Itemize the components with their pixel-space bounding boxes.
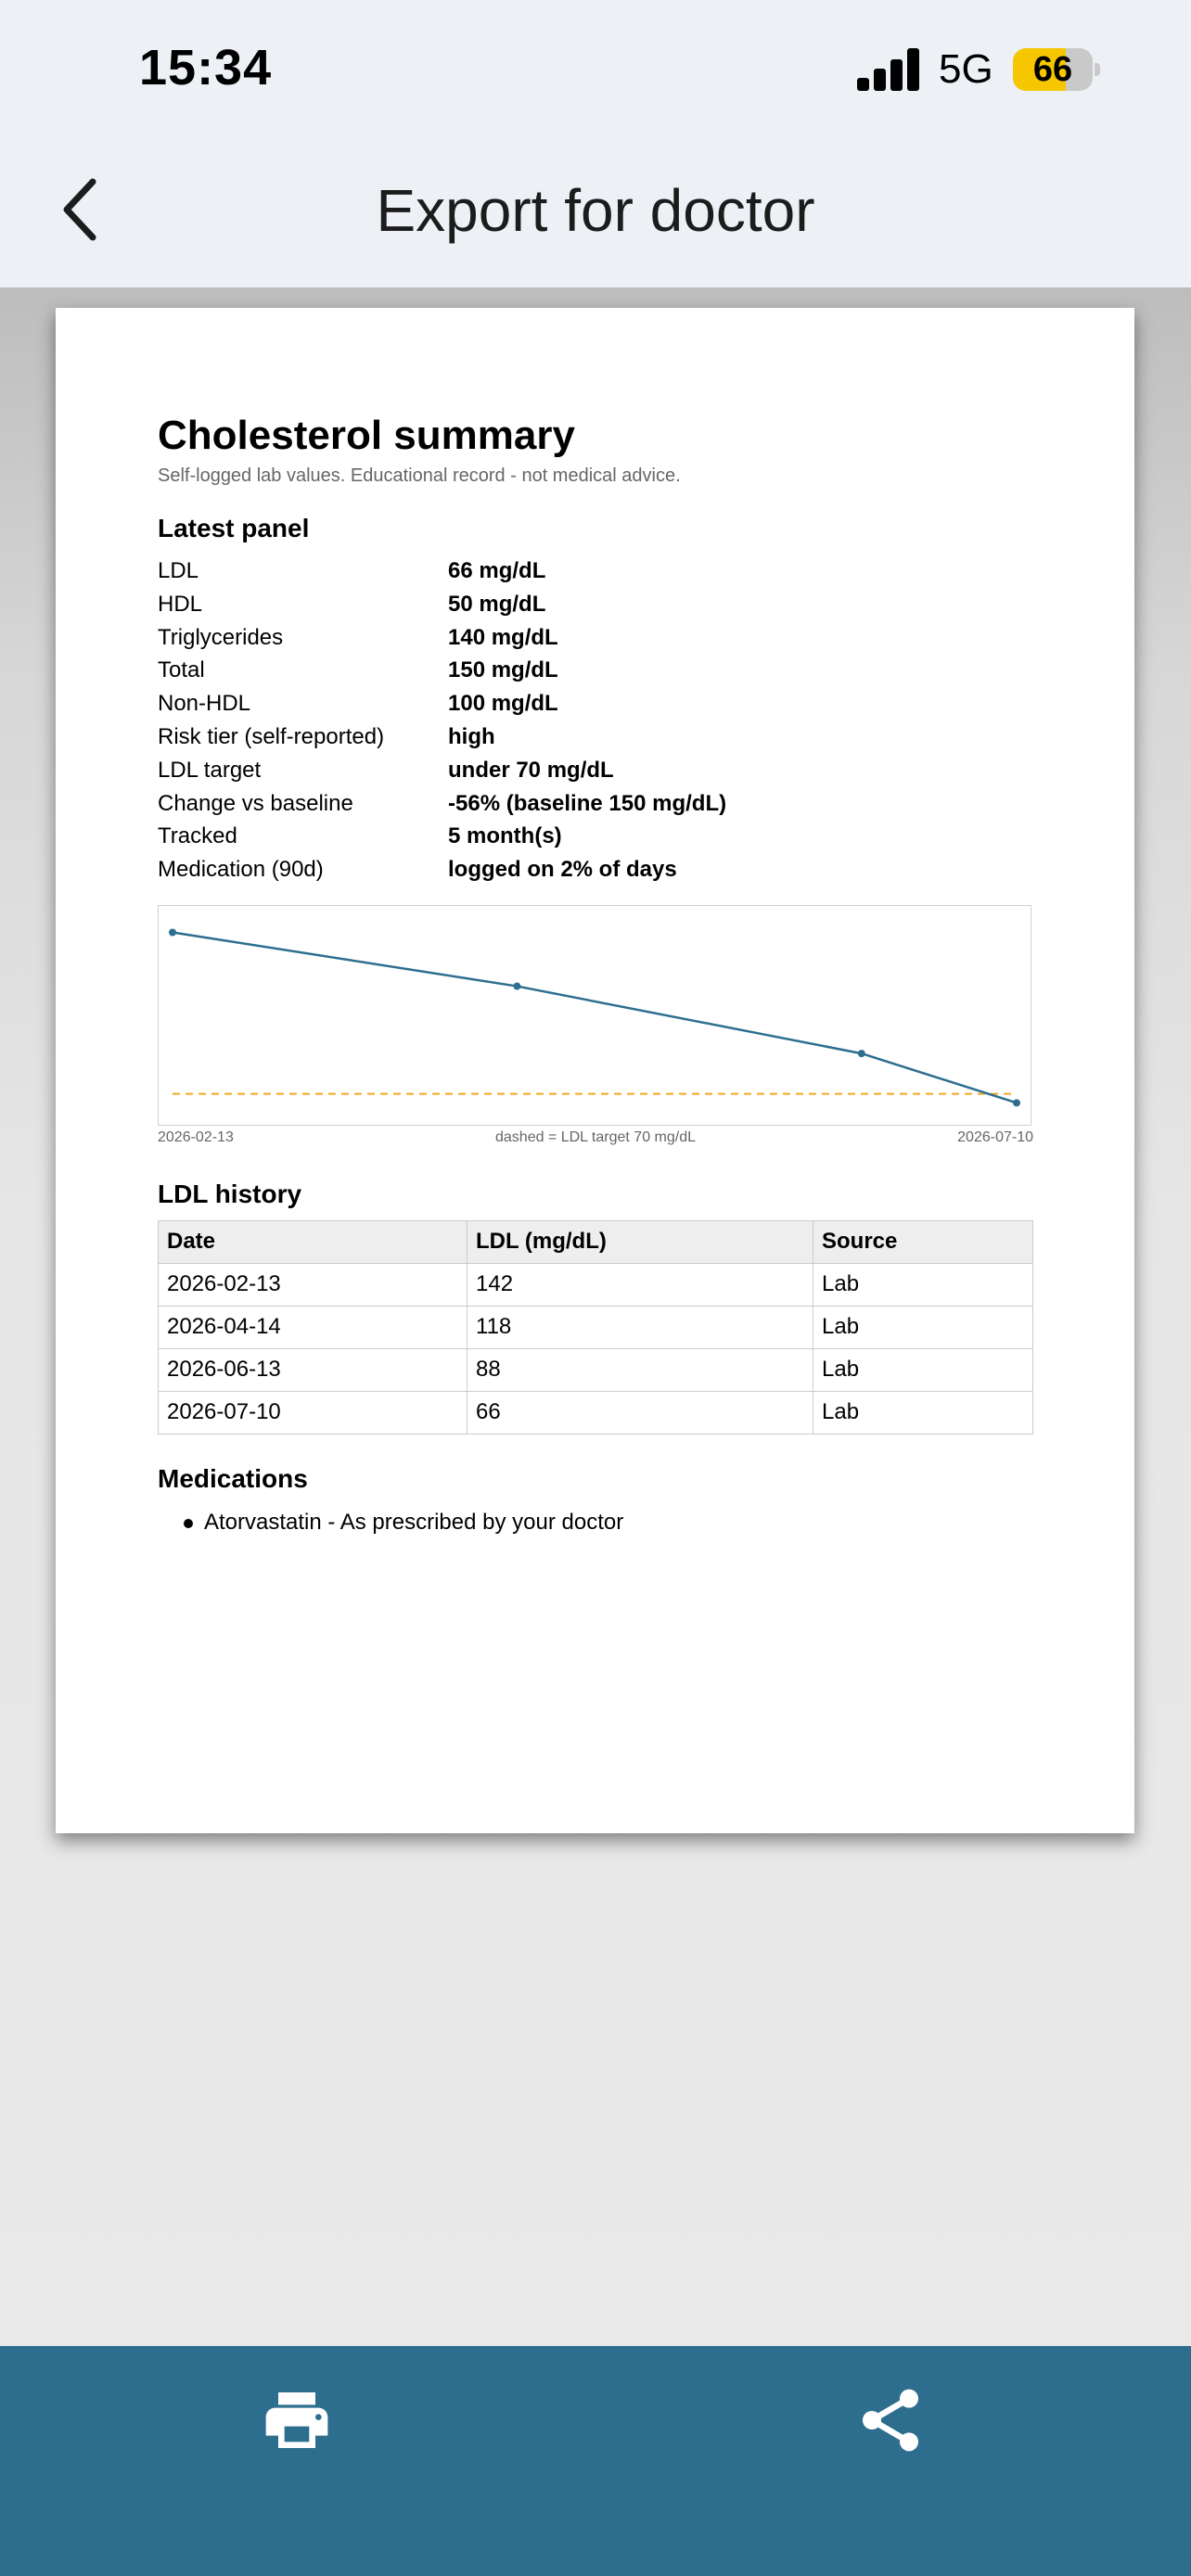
panel-label: Risk tier (self-reported) — [158, 723, 385, 749]
ldl-data-point — [513, 983, 520, 990]
panel-value: high — [448, 723, 495, 749]
cell-date: 2026-04-14 — [159, 1306, 467, 1348]
battery-icon — [1013, 48, 1093, 91]
document-title: Cholesterol summary — [158, 413, 575, 458]
panel-label: HDL — [158, 591, 203, 617]
panel-row — [158, 654, 1033, 687]
ldl-history-table — [158, 1220, 1033, 1435]
panel-value: 150 mg/dL — [448, 657, 558, 683]
panel-label: Medication (90d) — [158, 857, 324, 883]
panel-value: 140 mg/dL — [448, 624, 558, 650]
column-header-source: Source — [813, 1220, 1033, 1263]
battery-percent: 66 — [1032, 50, 1073, 89]
document-content — [158, 410, 1033, 1538]
signal-icon — [857, 48, 920, 91]
panel-value: -56% (baseline 150 mg/dL) — [448, 790, 727, 816]
panel-row — [158, 787, 1033, 821]
panel-value: 50 mg/dL — [448, 591, 546, 617]
document-page — [56, 308, 1134, 1833]
panel-label: Tracked — [158, 823, 237, 849]
preview-area[interactable] — [0, 287, 1191, 2346]
table-header-row — [159, 1220, 1033, 1263]
panel-label: Change vs baseline — [158, 790, 353, 816]
share-button[interactable] — [853, 2383, 928, 2457]
page-title: Export for doctor — [376, 177, 815, 244]
chart-target-note: dashed = LDL target 70 mg/dL — [495, 1129, 696, 1145]
panel-value: logged on 2% of days — [448, 857, 677, 883]
cell-date: 2026-06-13 — [159, 1348, 467, 1391]
cell-source: Lab — [813, 1263, 1033, 1306]
document-subtitle: Self-logged lab values. Educational record - not medical advice. — [158, 465, 681, 486]
panel-label: LDL — [158, 558, 199, 583]
table-row — [159, 1391, 1033, 1434]
status-bar — [0, 0, 1191, 139]
table-row — [159, 1263, 1033, 1306]
network-label: 5G — [939, 46, 993, 92]
cell-ldl: 142 — [467, 1263, 813, 1306]
cell-source: Lab — [813, 1348, 1033, 1391]
panel-label: Total — [158, 657, 205, 683]
ldl-history-heading: LDL history — [158, 1179, 302, 1208]
share-icon — [853, 2383, 928, 2457]
cell-ldl: 118 — [467, 1306, 813, 1348]
battery-nub — [1095, 63, 1100, 76]
chart-footer — [158, 1129, 1033, 1155]
medications-heading: Medications — [158, 1463, 308, 1493]
table-row — [159, 1348, 1033, 1391]
panel-row — [158, 555, 1033, 588]
panel-row — [158, 853, 1033, 886]
medication-item: Atorvastatin - As prescribed by your doctor — [204, 1507, 1033, 1538]
cell-date: 2026-07-10 — [159, 1391, 467, 1434]
panel-label: Triglycerides — [158, 624, 284, 650]
panel-value: 100 mg/dL — [448, 691, 558, 717]
ldl-chart-svg — [159, 906, 1031, 1125]
ldl-data-point — [1013, 1099, 1020, 1106]
panel-label: Non-HDL — [158, 691, 251, 717]
panel-row — [158, 820, 1033, 853]
latest-panel-heading: Latest panel — [158, 514, 310, 542]
table-row — [159, 1306, 1033, 1348]
panel-row — [158, 588, 1033, 621]
ldl-series-line — [173, 932, 1017, 1103]
cell-source: Lab — [813, 1306, 1033, 1348]
ldl-chart — [158, 905, 1031, 1126]
panel-row — [158, 687, 1033, 721]
panel-row — [158, 621, 1033, 655]
panel-value: 5 month(s) — [448, 823, 562, 849]
medications-list — [158, 1507, 1033, 1538]
panel-value: under 70 mg/dL — [448, 757, 614, 783]
printer-icon — [260, 2383, 334, 2457]
chart-x-end-label: 2026-07-10 — [957, 1129, 1033, 1145]
panel-label: LDL target — [158, 757, 262, 783]
ldl-data-point — [858, 1050, 865, 1057]
column-header-date: Date — [159, 1220, 467, 1263]
nav-bar — [0, 139, 1191, 287]
status-time: 15:34 — [139, 40, 273, 96]
ldl-data-point — [169, 928, 176, 936]
panel-value: 66 mg/dL — [448, 558, 546, 583]
column-header-ldl: LDL (mg/dL) — [467, 1220, 813, 1263]
cell-source: Lab — [813, 1391, 1033, 1434]
bottom-action-bar — [0, 2346, 1191, 2576]
panel-row — [158, 754, 1033, 787]
cell-ldl: 66 — [467, 1391, 813, 1434]
panel-row — [158, 721, 1033, 754]
cell-date: 2026-02-13 — [159, 1263, 467, 1306]
latest-panel — [158, 555, 1033, 886]
chart-x-start-label: 2026-02-13 — [158, 1129, 234, 1145]
cell-ldl: 88 — [467, 1348, 813, 1391]
print-button[interactable] — [260, 2383, 334, 2457]
